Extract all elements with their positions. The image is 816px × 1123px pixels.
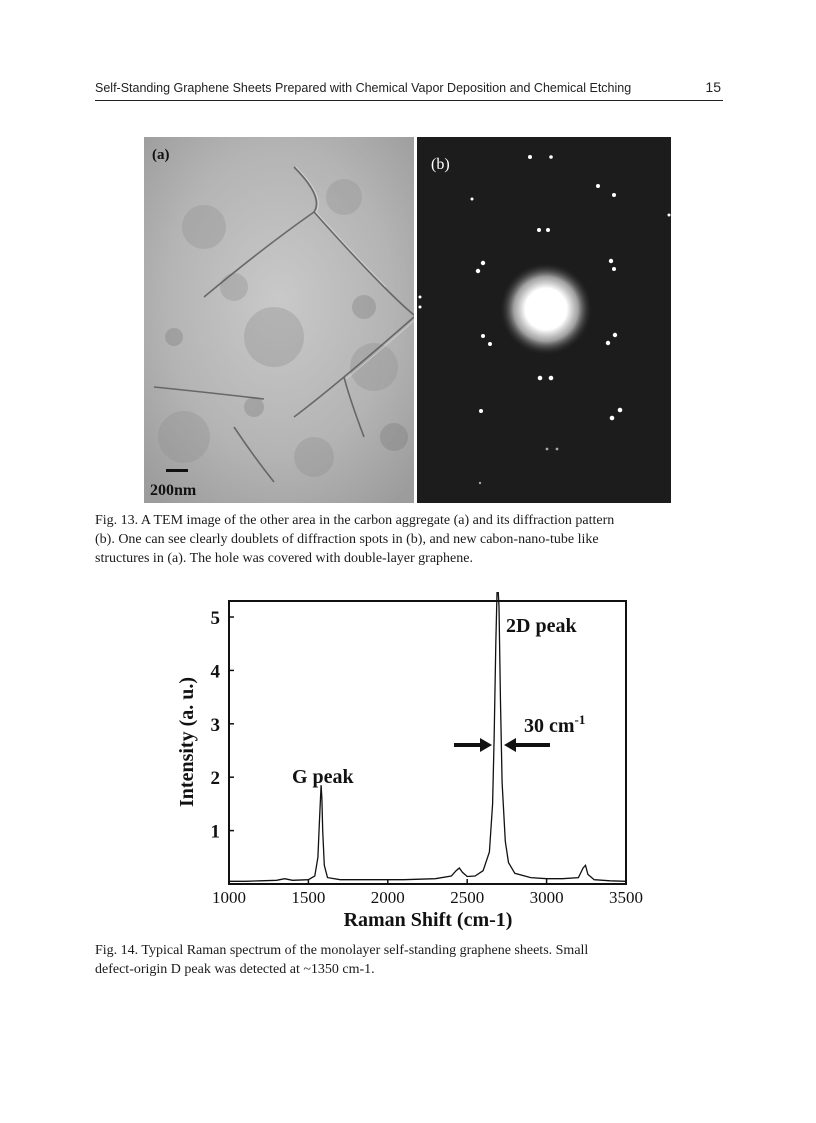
scale-bar-label: 200nm <box>150 482 197 499</box>
caption-line: defect-origin D peak was detected at ~1350 cm-1. <box>95 962 375 977</box>
page-number: 15 <box>705 79 721 95</box>
x-tick-label: 1500 <box>291 888 326 907</box>
y-axis-ticks <box>211 608 235 843</box>
panel-b-label: (b) <box>431 156 450 173</box>
figure-14-caption <box>95 941 725 979</box>
y-tick-label: 3 <box>210 714 220 736</box>
y-tick-label: 1 <box>210 821 220 843</box>
right-arrow-head <box>504 738 516 752</box>
x-axis-label: Raman Shift (cm-1) <box>343 909 513 931</box>
2d-peak-label: 2D peak <box>506 615 577 637</box>
x-tick-label: 3000 <box>529 888 564 907</box>
fwhm-label <box>524 712 585 737</box>
x-tick-label: 1000 <box>212 888 246 907</box>
caption-line: Fig. 14. Typical Raman spectrum of the monolayer self-standing graphene sheets. Small <box>95 943 589 958</box>
raman-spectrum-chart <box>170 592 660 937</box>
g-peak-label: G peak <box>292 766 354 788</box>
y-tick-label: 2 <box>210 768 220 790</box>
scale-bar <box>166 469 188 472</box>
fwhm-superscript: -1 <box>574 712 586 727</box>
caption-line: (b). One can see clearly doublets of diffraction spots in (b), and new cabon-nano-tube like <box>95 532 599 547</box>
x-tick-label: 3500 <box>609 888 643 907</box>
left-arrow-head <box>480 738 492 752</box>
plot-frame <box>229 601 626 884</box>
y-axis-label: Intensity (a. u.) <box>176 676 198 808</box>
x-tick-label: 2000 <box>370 888 405 907</box>
y-tick-label: 5 <box>210 608 220 630</box>
caption-line: Fig. 13. A TEM image of the other area in the carbon aggregate (a) and its diffraction pattern <box>95 513 615 528</box>
running-header <box>95 78 723 101</box>
caption-line: structures in (a). The hole was covered with double-layer graphene. <box>95 551 473 566</box>
tem-image-panel-a <box>144 137 416 503</box>
x-tick-label: 2500 <box>450 888 485 907</box>
figure-13 <box>144 137 671 503</box>
running-title: Self-Standing Graphene Sheets Prepared with Chemical Vapor Deposition and Chemical Etching <box>95 81 632 95</box>
y-tick-label: 4 <box>210 661 220 683</box>
fwhm-annotation <box>454 712 585 752</box>
central-beam <box>500 263 592 355</box>
figure-13-caption <box>95 511 725 568</box>
diffraction-pattern-panel-b <box>417 137 671 503</box>
fwhm-value: 30 cm <box>524 715 575 737</box>
panel-a-label: (a) <box>152 147 170 163</box>
